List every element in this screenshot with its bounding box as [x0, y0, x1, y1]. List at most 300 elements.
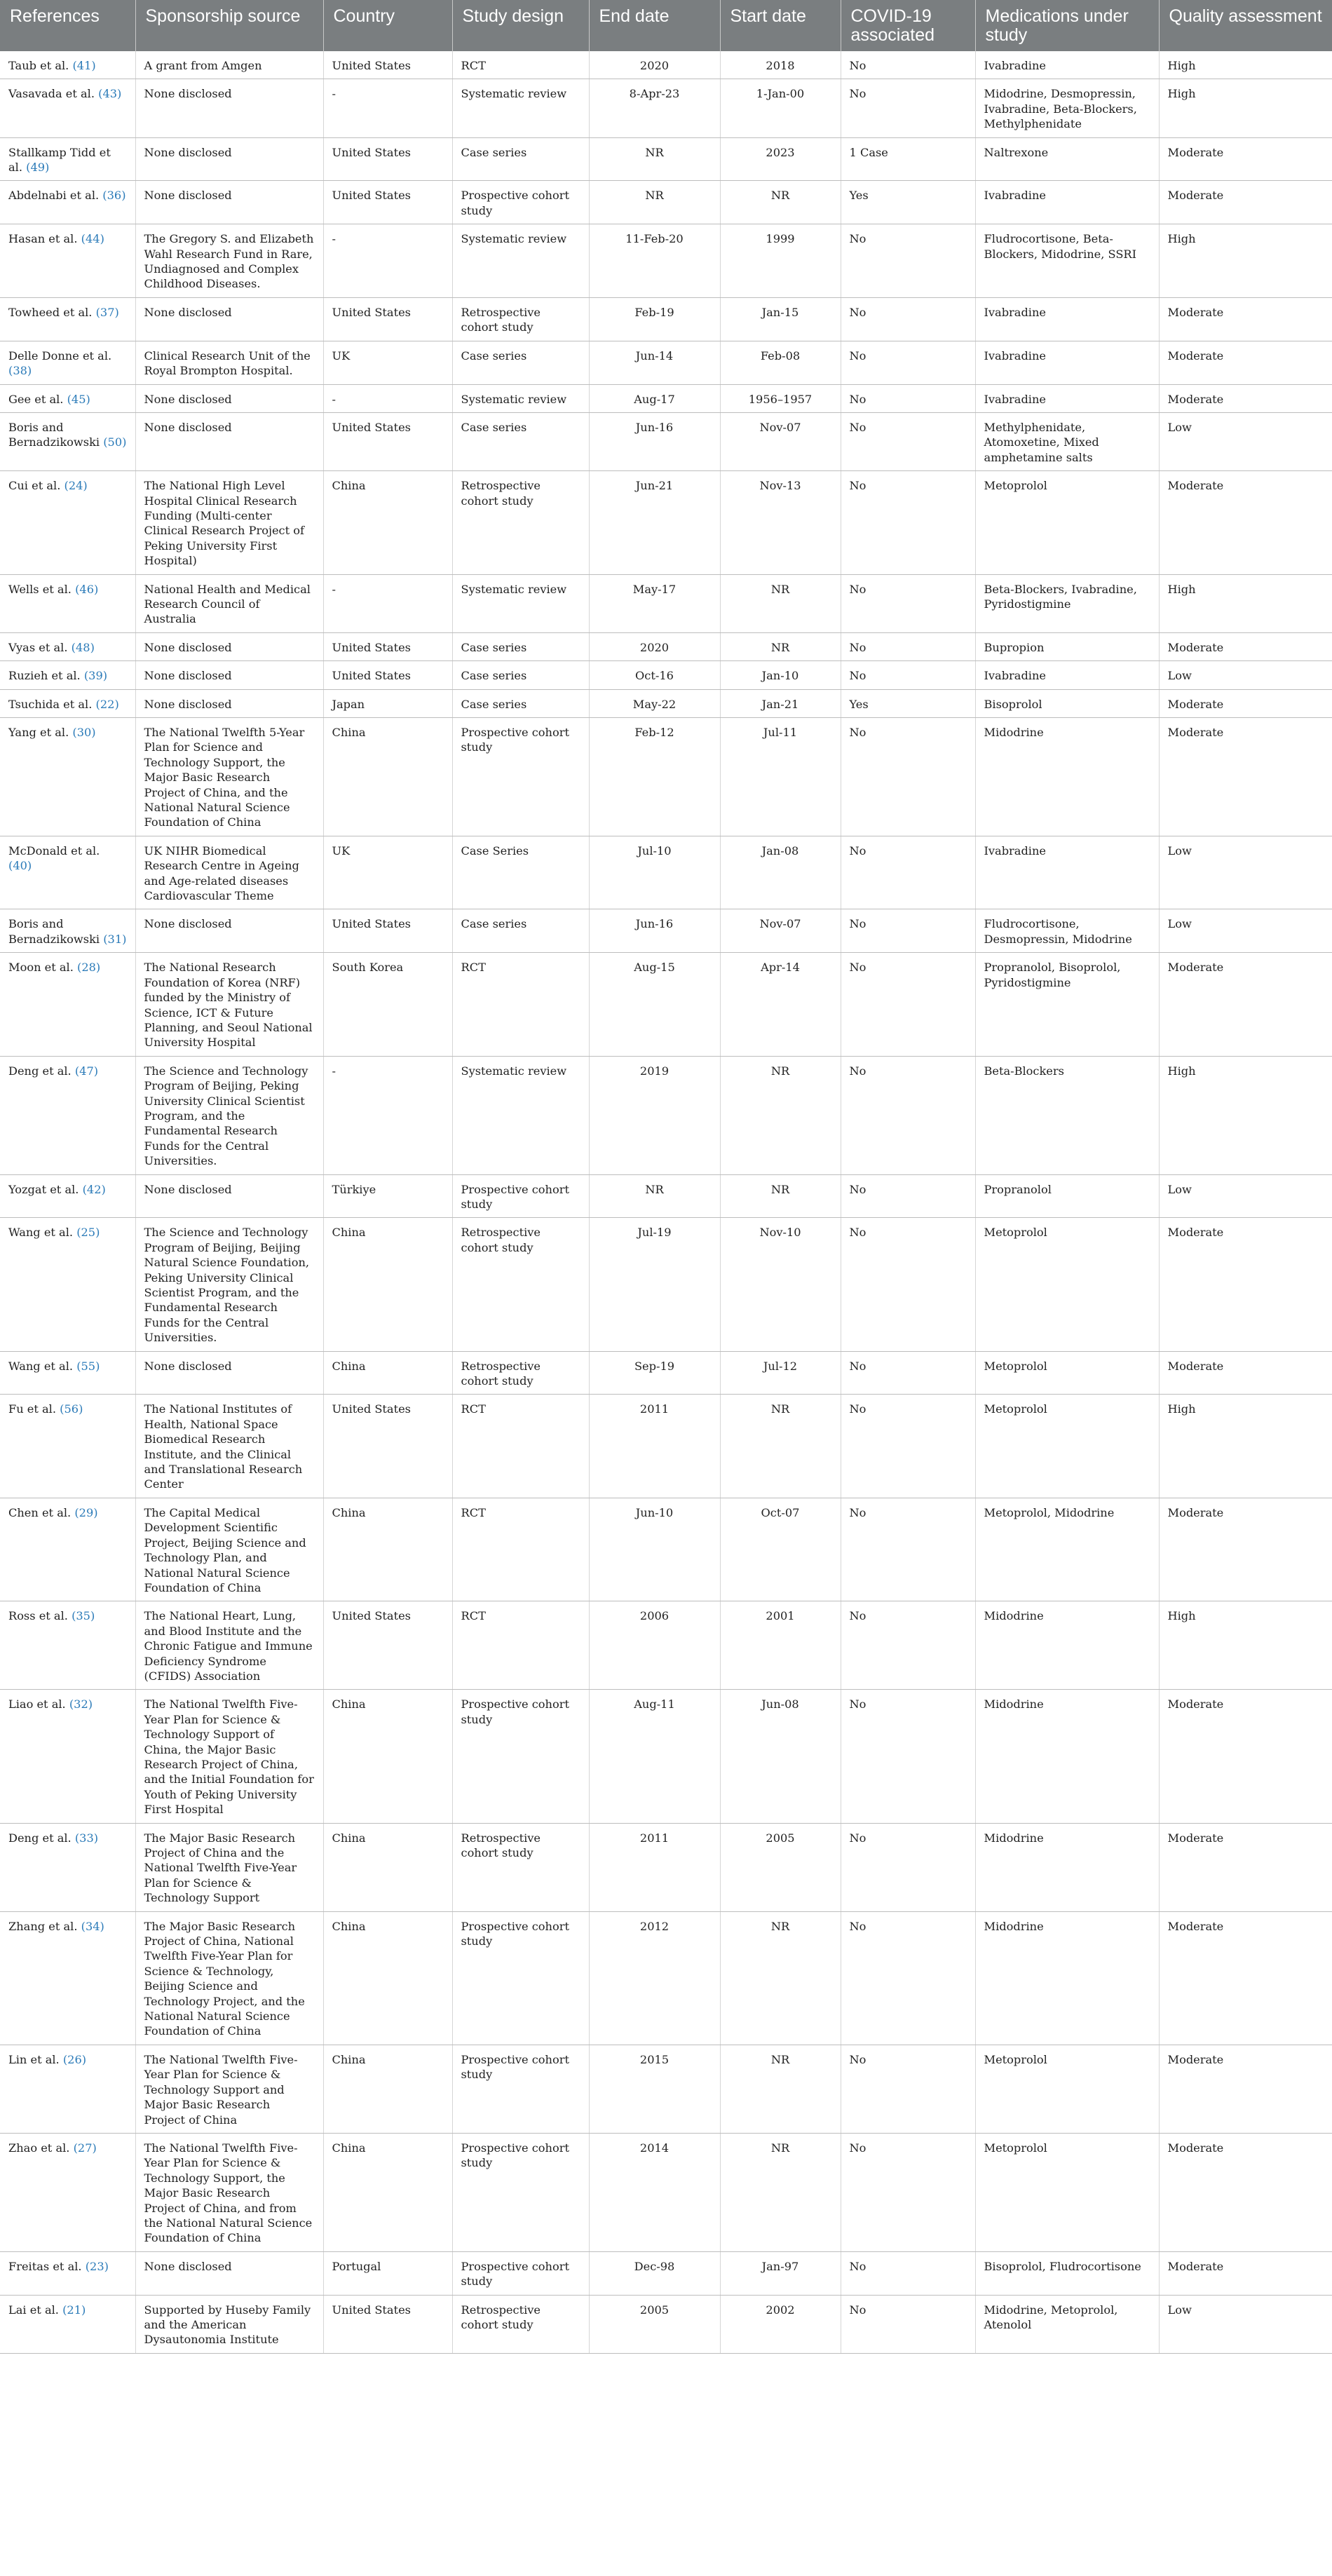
study-design-cell: Retrospective cohort study — [452, 1823, 589, 1911]
study-design-cell: Retrospective cohort study — [452, 1351, 589, 1395]
table-row — [0, 953, 1332, 1056]
sponsorship-source-cell: Clinical Research Unit of the Royal Brompton Hospital. — [135, 341, 323, 384]
country-cell: UK — [323, 341, 452, 384]
table-row — [0, 689, 1332, 717]
country-cell: China — [323, 1911, 452, 2045]
medications-cell: Ivabradine — [975, 384, 1159, 412]
country-cell: United States — [323, 661, 452, 689]
covid-associated-cell: No — [841, 1601, 975, 1690]
reference-cell — [0, 2133, 135, 2251]
table-row — [0, 341, 1332, 384]
quality-assessment-cell: Moderate — [1159, 341, 1332, 384]
covid-associated-cell: No — [841, 2045, 975, 2133]
reference-cell — [0, 341, 135, 384]
header-medications-under-study: Medications under study — [975, 0, 1159, 51]
quality-assessment-cell: Low — [1159, 909, 1332, 953]
sponsorship-source-cell: None disclosed — [135, 1351, 323, 1395]
medications-cell: Midodrine, Metoprolol, Atenolol — [975, 2295, 1159, 2353]
reference-author: Taub et al. — [8, 59, 69, 72]
end-date-cell: 2020 — [589, 632, 720, 660]
reference-author: Deng et al. — [8, 1831, 72, 1845]
study-design-cell: Systematic review — [452, 1056, 589, 1174]
table-row — [0, 412, 1332, 470]
start-date-cell: 2002 — [720, 2295, 841, 2353]
study-design-cell: RCT — [452, 51, 589, 79]
covid-associated-cell: No — [841, 1911, 975, 2045]
medications-cell: Midodrine — [975, 1823, 1159, 1911]
sponsorship-source-cell: The National Heart, Lung, and Blood Institute and the Chronic Fatigue and Immune Deficiency Syndrome (CFIDS) Association — [135, 1601, 323, 1690]
table-row — [0, 1351, 1332, 1395]
medications-cell: Metoprolol — [975, 2045, 1159, 2133]
citation-link[interactable]: (45) — [67, 392, 90, 406]
table-row — [0, 909, 1332, 953]
start-date-cell: Jul-12 — [720, 1351, 841, 1395]
start-date-cell: NR — [720, 2045, 841, 2133]
start-date-cell: 2018 — [720, 51, 841, 79]
end-date-cell: 2020 — [589, 51, 720, 79]
medications-cell: Propranolol, Bisoprolol, Pyridostigmine — [975, 953, 1159, 1056]
citation-link[interactable]: (38) — [8, 364, 32, 378]
reference-cell — [0, 79, 135, 137]
study-design-cell: Prospective cohort study — [452, 181, 589, 224]
medications-cell: Metoprolol — [975, 471, 1159, 574]
country-cell: - — [323, 1056, 452, 1174]
sponsorship-source-cell: The Capital Medical Development Scientific Project, Beijing Science and Technology Plan, and National Natural Science Foundation of China — [135, 1498, 323, 1601]
header-country: Country — [323, 0, 452, 51]
reference-cell — [0, 1601, 135, 1690]
reference-cell — [0, 1351, 135, 1395]
quality-assessment-cell: Moderate — [1159, 1911, 1332, 2045]
start-date-cell: 1999 — [720, 224, 841, 298]
header-covid-19-associated: COVID-19 associated — [841, 0, 975, 51]
sponsorship-source-cell: None disclosed — [135, 181, 323, 224]
country-cell: Japan — [323, 689, 452, 717]
covid-associated-cell: No — [841, 1498, 975, 1601]
study-design-cell: Prospective cohort study — [452, 1911, 589, 2045]
reference-author: Gee et al. — [8, 392, 64, 406]
end-date-cell: Aug-11 — [589, 1690, 720, 1823]
start-date-cell: 1956–1957 — [720, 384, 841, 412]
covid-associated-cell: No — [841, 2295, 975, 2353]
table-row — [0, 1218, 1332, 1351]
reference-author: Deng et al. — [8, 1064, 72, 1078]
end-date-cell: NR — [589, 181, 720, 224]
header-references: References — [0, 0, 135, 51]
medications-cell: Bupropion — [975, 632, 1159, 660]
table-row — [0, 51, 1332, 79]
citation-link[interactable]: (56) — [60, 1402, 83, 1416]
header-quality-assessment: Quality assessment — [1159, 0, 1332, 51]
header-sponsorship-source: Sponsorship source — [135, 0, 323, 51]
country-cell: Türkiye — [323, 1174, 452, 1218]
reference-author: Freitas et al. — [8, 2259, 82, 2273]
end-date-cell: 2012 — [589, 1911, 720, 2045]
citation-link[interactable]: (24) — [64, 479, 88, 493]
citation-link[interactable]: (40) — [8, 859, 32, 873]
start-date-cell: NR — [720, 1395, 841, 1498]
country-cell: United States — [323, 2295, 452, 2353]
citation-link[interactable]: (44) — [81, 232, 104, 246]
quality-assessment-cell: High — [1159, 224, 1332, 298]
citation-link[interactable]: (26) — [62, 2052, 87, 2066]
medications-cell: Ivabradine — [975, 341, 1159, 384]
medications-cell: Ivabradine — [975, 51, 1159, 79]
end-date-cell: Oct-16 — [589, 661, 720, 689]
country-cell: United States — [323, 909, 452, 953]
table-row — [0, 2133, 1332, 2251]
citation-link[interactable]: (49) — [26, 161, 50, 175]
covid-associated-cell: No — [841, 1395, 975, 1498]
start-date-cell: Oct-07 — [720, 1498, 841, 1601]
reference-author: Zhao et al. — [8, 2141, 70, 2155]
citation-link[interactable]: (41) — [72, 59, 96, 72]
end-date-cell: Jul-10 — [589, 836, 720, 909]
end-date-cell: 2005 — [589, 2295, 720, 2353]
citation-link[interactable]: (31) — [103, 932, 127, 946]
reference-cell — [0, 953, 135, 1056]
citation-link[interactable]: (25) — [76, 1226, 100, 1240]
end-date-cell: Jun-16 — [589, 412, 720, 470]
sponsorship-source-cell: National Health and Medical Research Council of Australia — [135, 574, 323, 632]
citation-link[interactable]: (28) — [77, 961, 101, 975]
covid-associated-cell: No — [841, 1174, 975, 1218]
start-date-cell: NR — [720, 632, 841, 660]
citation-link[interactable]: (50) — [103, 435, 127, 449]
reference-author: Towheed et al. — [8, 305, 93, 319]
quality-assessment-cell: High — [1159, 574, 1332, 632]
country-cell: - — [323, 574, 452, 632]
table-body — [0, 51, 1332, 2353]
start-date-cell: Jan-21 — [720, 689, 841, 717]
sponsorship-source-cell: A grant from Amgen — [135, 51, 323, 79]
study-design-cell: Prospective cohort study — [452, 2133, 589, 2251]
reference-author: Fu et al. — [8, 1402, 57, 1416]
covid-associated-cell: No — [841, 574, 975, 632]
quality-assessment-cell: Moderate — [1159, 181, 1332, 224]
table-row — [0, 1395, 1332, 1498]
medications-cell: Beta-Blockers, Ivabradine, Pyridostigmine — [975, 574, 1159, 632]
country-cell: China — [323, 1351, 452, 1395]
study-design-cell: Case series — [452, 689, 589, 717]
sponsorship-source-cell: None disclosed — [135, 1174, 323, 1218]
reference-cell — [0, 471, 135, 574]
quality-assessment-cell: Moderate — [1159, 137, 1332, 181]
start-date-cell: Apr-14 — [720, 953, 841, 1056]
end-date-cell: 2011 — [589, 1395, 720, 1498]
country-cell: China — [323, 1690, 452, 1823]
quality-assessment-cell: Moderate — [1159, 632, 1332, 660]
reference-author: Liao et al. — [8, 1697, 66, 1711]
quality-assessment-cell: High — [1159, 1601, 1332, 1690]
country-cell: UK — [323, 836, 452, 909]
medications-cell: Ivabradine — [975, 836, 1159, 909]
quality-assessment-cell: High — [1159, 51, 1332, 79]
covid-associated-cell: No — [841, 1056, 975, 1174]
citation-link[interactable]: (34) — [81, 1919, 104, 1933]
reference-cell — [0, 224, 135, 298]
sponsorship-source-cell: None disclosed — [135, 412, 323, 470]
covid-associated-cell: No — [841, 1351, 975, 1395]
reference-cell — [0, 836, 135, 909]
reference-author: Chen et al. — [8, 1505, 72, 1519]
reference-author: Vyas et al. — [8, 640, 68, 654]
citation-link[interactable]: (46) — [75, 582, 99, 596]
quality-assessment-cell: Low — [1159, 661, 1332, 689]
table-row — [0, 181, 1332, 224]
quality-assessment-cell: Moderate — [1159, 297, 1332, 341]
covid-associated-cell: No — [841, 297, 975, 341]
study-design-cell: RCT — [452, 1601, 589, 1690]
citation-link[interactable]: (47) — [74, 1064, 99, 1078]
citation-link[interactable]: (23) — [85, 2259, 109, 2273]
end-date-cell: May-22 — [589, 689, 720, 717]
sponsorship-source-cell: None disclosed — [135, 79, 323, 137]
covid-associated-cell: No — [841, 471, 975, 574]
header-end-date: End date — [589, 0, 720, 51]
citation-link[interactable]: (29) — [74, 1505, 98, 1519]
study-design-cell: Prospective cohort study — [452, 2045, 589, 2133]
citation-link[interactable]: (27) — [73, 2141, 97, 2155]
study-design-cell: RCT — [452, 1498, 589, 1601]
reference-cell — [0, 1911, 135, 2045]
quality-assessment-cell: Moderate — [1159, 384, 1332, 412]
citation-link[interactable]: (22) — [95, 697, 119, 711]
quality-assessment-cell: Moderate — [1159, 953, 1332, 1056]
start-date-cell: Jan-10 — [720, 661, 841, 689]
reference-cell — [0, 1498, 135, 1601]
covid-associated-cell: 1 Case — [841, 137, 975, 181]
study-design-cell: Retrospective cohort study — [452, 2295, 589, 2353]
start-date-cell: NR — [720, 574, 841, 632]
end-date-cell: 11-Feb-20 — [589, 224, 720, 298]
reference-author: Moon et al. — [8, 961, 74, 975]
study-design-cell: Prospective cohort study — [452, 1174, 589, 1218]
reference-cell — [0, 661, 135, 689]
medications-cell: Midodrine — [975, 718, 1159, 836]
citation-link[interactable]: (55) — [76, 1359, 100, 1373]
start-date-cell: NR — [720, 181, 841, 224]
table-row — [0, 632, 1332, 660]
country-cell: China — [323, 2045, 452, 2133]
sponsorship-source-cell: The National High Level Hospital Clinical Research Funding (Multi-center Clinical Research Project of Peking University First Hospital) — [135, 471, 323, 574]
sponsorship-source-cell: UK NIHR Biomedical Research Centre in Ageing and Age-related diseases Cardiovascular Theme — [135, 836, 323, 909]
country-cell: Portugal — [323, 2251, 452, 2295]
quality-assessment-cell: High — [1159, 79, 1332, 137]
start-date-cell: Jan-15 — [720, 297, 841, 341]
study-design-cell: Case series — [452, 632, 589, 660]
study-design-cell: Retrospective cohort study — [452, 1218, 589, 1351]
end-date-cell: Jun-10 — [589, 1498, 720, 1601]
sponsorship-source-cell: None disclosed — [135, 632, 323, 660]
start-date-cell: Nov-07 — [720, 412, 841, 470]
citation-link[interactable]: (21) — [62, 2303, 86, 2317]
sponsorship-source-cell: The National Twelfth Five-Year Plan for Science & Technology Support of China, the Major Basic Research Project of China, and the Initial Foundation for Youth of Peking University First Hospital — [135, 1690, 323, 1823]
sponsorship-source-cell: The Science and Technology Program of Beijing, Peking University Clinical Scientist Program, and the Fundamental Research Funds for the Central Universities. — [135, 1056, 323, 1174]
quality-assessment-cell: Low — [1159, 412, 1332, 470]
table-row — [0, 574, 1332, 632]
end-date-cell: Jun-14 — [589, 341, 720, 384]
country-cell: United States — [323, 632, 452, 660]
end-date-cell: 2006 — [589, 1601, 720, 1690]
sponsorship-source-cell: None disclosed — [135, 297, 323, 341]
reference-cell — [0, 1218, 135, 1351]
reference-author: Boris and Bernadzikowski — [8, 917, 100, 946]
header-study-design: Study design — [452, 0, 589, 51]
reference-cell — [0, 2045, 135, 2133]
covid-associated-cell: No — [841, 836, 975, 909]
covid-associated-cell: No — [841, 384, 975, 412]
reference-cell — [0, 1690, 135, 1823]
start-date-cell: Jul-11 — [720, 718, 841, 836]
reference-cell — [0, 1174, 135, 1218]
start-date-cell: Jan-08 — [720, 836, 841, 909]
quality-assessment-cell: Moderate — [1159, 1351, 1332, 1395]
table-row — [0, 836, 1332, 909]
start-date-cell: NR — [720, 1056, 841, 1174]
study-design-cell: Case series — [452, 412, 589, 470]
citation-link[interactable]: (37) — [95, 305, 119, 319]
reference-cell — [0, 718, 135, 836]
country-cell: China — [323, 1218, 452, 1351]
country-cell: United States — [323, 181, 452, 224]
medications-cell: Midodrine, Desmopressin, Ivabradine, Beta-Blockers, Methylphenidate — [975, 79, 1159, 137]
end-date-cell: Jun-21 — [589, 471, 720, 574]
covid-associated-cell: No — [841, 1823, 975, 1911]
table-row — [0, 1690, 1332, 1823]
reference-cell — [0, 632, 135, 660]
start-date-cell: Jun-08 — [720, 1690, 841, 1823]
start-date-cell: Jan-97 — [720, 2251, 841, 2295]
start-date-cell: 2001 — [720, 1601, 841, 1690]
sponsorship-source-cell: The National Twelfth 5-Year Plan for Science and Technology Support, the Major Basic Research Project of China, and the National Natural Science Foundation of China — [135, 718, 323, 836]
country-cell: - — [323, 79, 452, 137]
study-design-cell: Case series — [452, 137, 589, 181]
end-date-cell: Jul-19 — [589, 1218, 720, 1351]
start-date-cell: Feb-08 — [720, 341, 841, 384]
covid-associated-cell: No — [841, 412, 975, 470]
quality-assessment-cell: Low — [1159, 2295, 1332, 2353]
country-cell: - — [323, 224, 452, 298]
sponsorship-source-cell: The Major Basic Research Project of China and the National Twelfth Five-Year Plan for Science & Technology Support — [135, 1823, 323, 1911]
medications-cell: Metoprolol — [975, 1218, 1159, 1351]
study-design-cell: Systematic review — [452, 79, 589, 137]
table-row — [0, 137, 1332, 181]
medications-cell: Methylphenidate, Atomoxetine, Mixed amphetamine salts — [975, 412, 1159, 470]
citation-link[interactable]: (36) — [102, 189, 126, 203]
end-date-cell: May-17 — [589, 574, 720, 632]
start-date-cell: NR — [720, 1174, 841, 1218]
study-design-cell: Case Series — [452, 836, 589, 909]
covid-associated-cell: No — [841, 224, 975, 298]
reference-author: Abdelnabi et al. — [8, 189, 100, 203]
citation-link[interactable]: (43) — [98, 87, 122, 101]
medications-cell: Bisoprolol — [975, 689, 1159, 717]
study-design-cell: Retrospective cohort study — [452, 471, 589, 574]
table-row — [0, 1498, 1332, 1601]
table-row — [0, 297, 1332, 341]
sponsorship-source-cell: The Science and Technology Program of Beijing, Beijing Natural Science Foundation, Peking University Clinical Scientist Program, and the Fundamental Research Funds for the Central Universities. — [135, 1218, 323, 1351]
citation-link[interactable]: (33) — [74, 1831, 99, 1845]
start-date-cell: 1-Jan-00 — [720, 79, 841, 137]
reference-cell — [0, 2251, 135, 2295]
reference-author: Cui et al. — [8, 479, 61, 493]
table-header-row — [0, 0, 1332, 51]
reference-author: Ruzieh et al. — [8, 669, 81, 683]
end-date-cell: Feb-12 — [589, 718, 720, 836]
covid-associated-cell: Yes — [841, 181, 975, 224]
medications-cell: Metoprolol — [975, 2133, 1159, 2251]
covid-associated-cell: No — [841, 909, 975, 953]
study-design-cell: Systematic review — [452, 574, 589, 632]
medications-cell: Metoprolol, Midodrine — [975, 1498, 1159, 1601]
start-date-cell: NR — [720, 2133, 841, 2251]
citation-link[interactable]: (30) — [72, 726, 96, 739]
quality-assessment-cell: Moderate — [1159, 471, 1332, 574]
reference-cell — [0, 1056, 135, 1174]
end-date-cell: 2011 — [589, 1823, 720, 1911]
reference-cell — [0, 574, 135, 632]
quality-assessment-cell: Low — [1159, 836, 1332, 909]
sponsorship-source-cell: Supported by Huseby Family and the American Dysautonomia Institute — [135, 2295, 323, 2353]
medications-cell: Ivabradine — [975, 661, 1159, 689]
covid-associated-cell: No — [841, 79, 975, 137]
medications-cell: Beta-Blockers — [975, 1056, 1159, 1174]
end-date-cell: NR — [589, 1174, 720, 1218]
covid-associated-cell: No — [841, 1690, 975, 1823]
citation-link[interactable]: (32) — [69, 1697, 93, 1711]
end-date-cell: 2019 — [589, 1056, 720, 1174]
quality-assessment-cell: Moderate — [1159, 2045, 1332, 2133]
reference-author: McDonald et al. — [8, 843, 100, 857]
sponsorship-source-cell: The National Twelfth Five-Year Plan for Science & Technology Support and Major Basic Research Project of China — [135, 2045, 323, 2133]
reference-cell — [0, 412, 135, 470]
sponsorship-source-cell: The National Research Foundation of Korea (NRF) funded by the Ministry of Science, ICT & Future Planning, and Seoul National University Hospital — [135, 953, 323, 1056]
citation-link[interactable]: (42) — [82, 1182, 106, 1196]
citation-link[interactable]: (48) — [71, 640, 95, 654]
sponsorship-source-cell: None disclosed — [135, 2251, 323, 2295]
table-row — [0, 224, 1332, 298]
medications-cell: Ivabradine — [975, 297, 1159, 341]
reference-author: Stallkamp Tidd et al. — [8, 145, 111, 175]
quality-assessment-cell: Moderate — [1159, 2251, 1332, 2295]
study-design-cell: Case series — [452, 341, 589, 384]
country-cell: United States — [323, 51, 452, 79]
reference-cell — [0, 1395, 135, 1498]
quality-assessment-cell: Moderate — [1159, 1823, 1332, 1911]
covid-associated-cell: No — [841, 718, 975, 836]
start-date-cell: Nov-10 — [720, 1218, 841, 1351]
citation-link[interactable]: (35) — [72, 1609, 95, 1623]
table-row — [0, 1174, 1332, 1218]
study-design-cell: RCT — [452, 1395, 589, 1498]
country-cell: United States — [323, 1601, 452, 1690]
reference-author: Yozgat et al. — [8, 1182, 79, 1196]
end-date-cell: Aug-15 — [589, 953, 720, 1056]
sponsorship-source-cell: The Gregory S. and Elizabeth Wahl Research Fund in Rare, Undiagnosed and Complex Childhood Diseases. — [135, 224, 323, 298]
citation-link[interactable]: (39) — [83, 669, 108, 683]
quality-assessment-cell: Moderate — [1159, 689, 1332, 717]
table-row — [0, 2251, 1332, 2295]
quality-assessment-cell: Moderate — [1159, 718, 1332, 836]
end-date-cell: Feb-19 — [589, 297, 720, 341]
reference-cell — [0, 689, 135, 717]
covid-associated-cell: No — [841, 2251, 975, 2295]
study-design-cell: Retrospective cohort study — [452, 297, 589, 341]
reference-author: Yang et al. — [8, 726, 69, 739]
sponsorship-source-cell: None disclosed — [135, 661, 323, 689]
country-cell: China — [323, 718, 452, 836]
reference-author: Boris and Bernadzikowski — [8, 420, 100, 449]
